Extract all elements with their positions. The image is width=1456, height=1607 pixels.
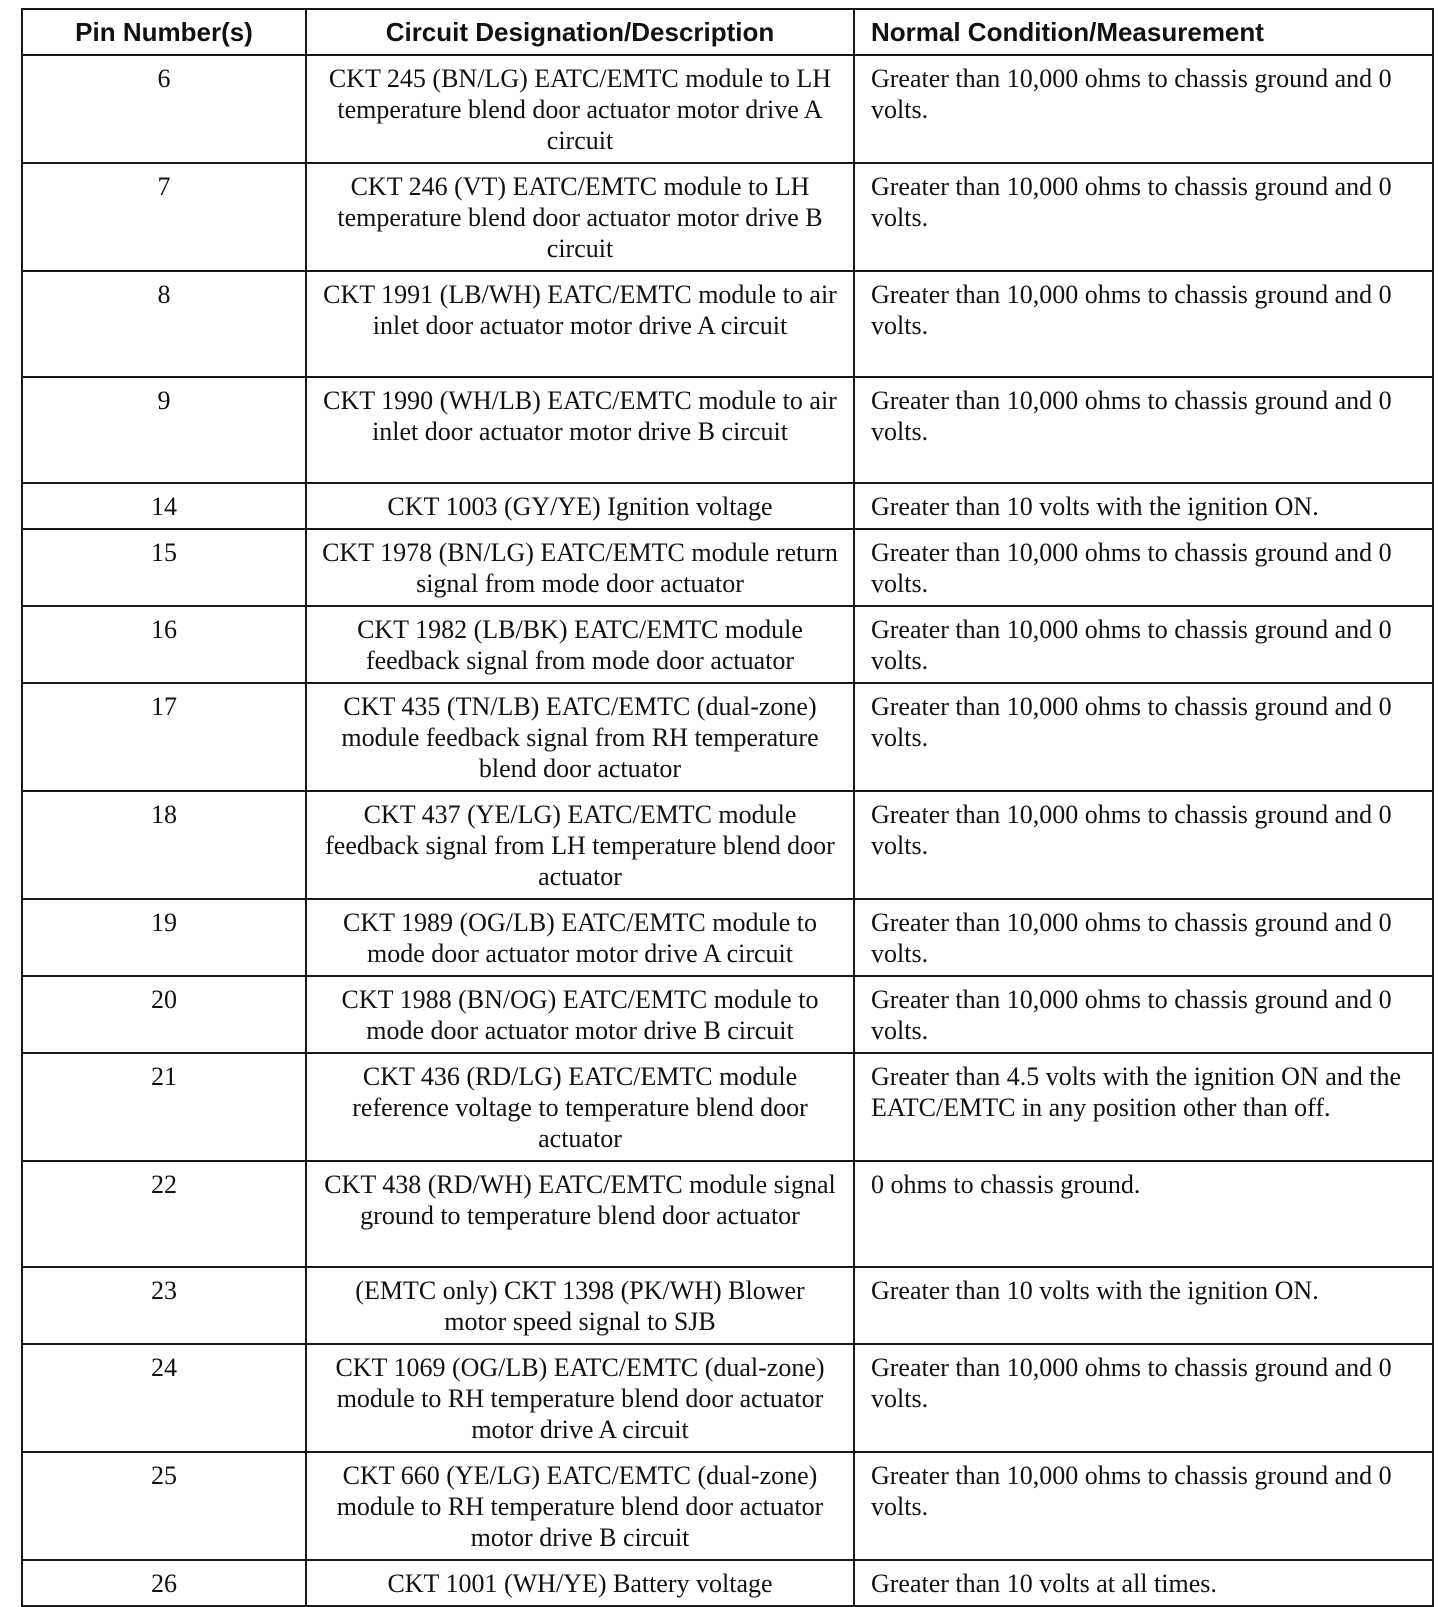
pin-number-cell: 9 <box>22 377 306 483</box>
circuit-description-cell: CKT 246 (VT) EATC/EMTC module to LH temperature blend door actuator motor drive B circuit <box>306 163 854 271</box>
circuit-description-cell: CKT 438 (RD/WH) EATC/EMTC module signal ground to temperature blend door actuator <box>306 1161 854 1267</box>
table-row <box>22 163 1433 271</box>
table-row <box>22 1560 1433 1606</box>
table-row <box>22 1267 1433 1344</box>
circuit-description-cell: (EMTC only) CKT 1398 (PK/WH) Blower motor speed signal to SJB <box>306 1267 854 1344</box>
pin-number-cell: 15 <box>22 529 306 606</box>
measurement-cell: Greater than 10,000 ohms to chassis ground and 0 volts. <box>854 1452 1433 1560</box>
circuit-description-cell: CKT 1989 (OG/LB) EATC/EMTC module to mode door actuator motor drive A circuit <box>306 899 854 976</box>
pin-number-cell: 8 <box>22 271 306 377</box>
pin-number-cell: 6 <box>22 55 306 163</box>
measurement-cell: Greater than 10,000 ohms to chassis ground and 0 volts. <box>854 377 1433 483</box>
measurement-cell: Greater than 10,000 ohms to chassis ground and 0 volts. <box>854 529 1433 606</box>
table-row <box>22 606 1433 683</box>
circuit-description-cell: CKT 436 (RD/LG) EATC/EMTC module reference voltage to temperature blend door actuator <box>306 1053 854 1161</box>
pin-number-cell: 14 <box>22 483 306 529</box>
pin-number-cell: 23 <box>22 1267 306 1344</box>
pin-number-cell: 16 <box>22 606 306 683</box>
pin-number-cell: 22 <box>22 1161 306 1267</box>
pin-number-cell: 24 <box>22 1344 306 1452</box>
pin-number-cell: 7 <box>22 163 306 271</box>
pin-number-cell: 26 <box>22 1560 306 1606</box>
header-circuit-description: Circuit Designation/Description <box>306 9 854 55</box>
measurement-cell: Greater than 10,000 ohms to chassis ground and 0 volts. <box>854 55 1433 163</box>
table-row <box>22 1452 1433 1560</box>
table-row <box>22 683 1433 791</box>
circuit-description-cell: CKT 1003 (GY/YE) Ignition voltage <box>306 483 854 529</box>
table-row <box>22 899 1433 976</box>
pin-number-cell: 25 <box>22 1452 306 1560</box>
header-pin-number: Pin Number(s) <box>22 9 306 55</box>
measurement-cell: Greater than 10,000 ohms to chassis ground and 0 volts. <box>854 606 1433 683</box>
measurement-cell: Greater than 10,000 ohms to chassis ground and 0 volts. <box>854 683 1433 791</box>
measurement-cell: Greater than 10,000 ohms to chassis ground and 0 volts. <box>854 1344 1433 1452</box>
measurement-cell: Greater than 10,000 ohms to chassis ground and 0 volts. <box>854 976 1433 1053</box>
measurement-cell: Greater than 10 volts with the ignition ON. <box>854 483 1433 529</box>
table-row <box>22 271 1433 377</box>
circuit-description-cell: CKT 1990 (WH/LB) EATC/EMTC module to air inlet door actuator motor drive B circuit <box>306 377 854 483</box>
measurement-cell: Greater than 10,000 ohms to chassis ground and 0 volts. <box>854 163 1433 271</box>
circuit-description-cell: CKT 1988 (BN/OG) EATC/EMTC module to mode door actuator motor drive B circuit <box>306 976 854 1053</box>
table-row <box>22 483 1433 529</box>
table-row <box>22 976 1433 1053</box>
pin-number-cell: 21 <box>22 1053 306 1161</box>
circuit-description-cell: CKT 1001 (WH/YE) Battery voltage <box>306 1560 854 1606</box>
circuit-description-cell: CKT 245 (BN/LG) EATC/EMTC module to LH temperature blend door actuator motor drive A circuit <box>306 55 854 163</box>
circuit-description-cell: CKT 437 (YE/LG) EATC/EMTC module feedback signal from LH temperature blend door actuator <box>306 791 854 899</box>
circuit-description-cell: CKT 1982 (LB/BK) EATC/EMTC module feedback signal from mode door actuator <box>306 606 854 683</box>
circuit-description-cell: CKT 660 (YE/LG) EATC/EMTC (dual-zone) module to RH temperature blend door actuator motor drive B circuit <box>306 1452 854 1560</box>
measurement-cell: Greater than 10 volts at all times. <box>854 1560 1433 1606</box>
measurement-cell: Greater than 4.5 volts with the ignition ON and the EATC/EMTC in any position other than off. <box>854 1053 1433 1161</box>
table-row <box>22 55 1433 163</box>
table-row <box>22 529 1433 606</box>
circuit-description-cell: CKT 1069 (OG/LB) EATC/EMTC (dual-zone) module to RH temperature blend door actuator motor drive A circuit <box>306 1344 854 1452</box>
pin-number-cell: 18 <box>22 791 306 899</box>
measurement-cell: Greater than 10,000 ohms to chassis ground and 0 volts. <box>854 791 1433 899</box>
pin-number-cell: 19 <box>22 899 306 976</box>
header-normal-condition: Normal Condition/Measurement <box>854 9 1433 55</box>
measurement-cell: Greater than 10,000 ohms to chassis ground and 0 volts. <box>854 271 1433 377</box>
pin-number-cell: 20 <box>22 976 306 1053</box>
measurement-cell: Greater than 10,000 ohms to chassis ground and 0 volts. <box>854 899 1433 976</box>
header-row <box>22 9 1433 55</box>
circuit-description-cell: CKT 1978 (BN/LG) EATC/EMTC module return signal from mode door actuator <box>306 529 854 606</box>
circuit-description-cell: CKT 1991 (LB/WH) EATC/EMTC module to air inlet door actuator motor drive A circuit <box>306 271 854 377</box>
table-row <box>22 1053 1433 1161</box>
table-row <box>22 1344 1433 1452</box>
table-row <box>22 1161 1433 1267</box>
pin-table <box>21 8 1434 1607</box>
measurement-cell: Greater than 10 volts with the ignition ON. <box>854 1267 1433 1344</box>
pin-number-cell: 17 <box>22 683 306 791</box>
table-row <box>22 377 1433 483</box>
circuit-description-cell: CKT 435 (TN/LB) EATC/EMTC (dual-zone) module feedback signal from RH temperature blend door actuator <box>306 683 854 791</box>
measurement-cell: 0 ohms to chassis ground. <box>854 1161 1433 1267</box>
table-row <box>22 791 1433 899</box>
